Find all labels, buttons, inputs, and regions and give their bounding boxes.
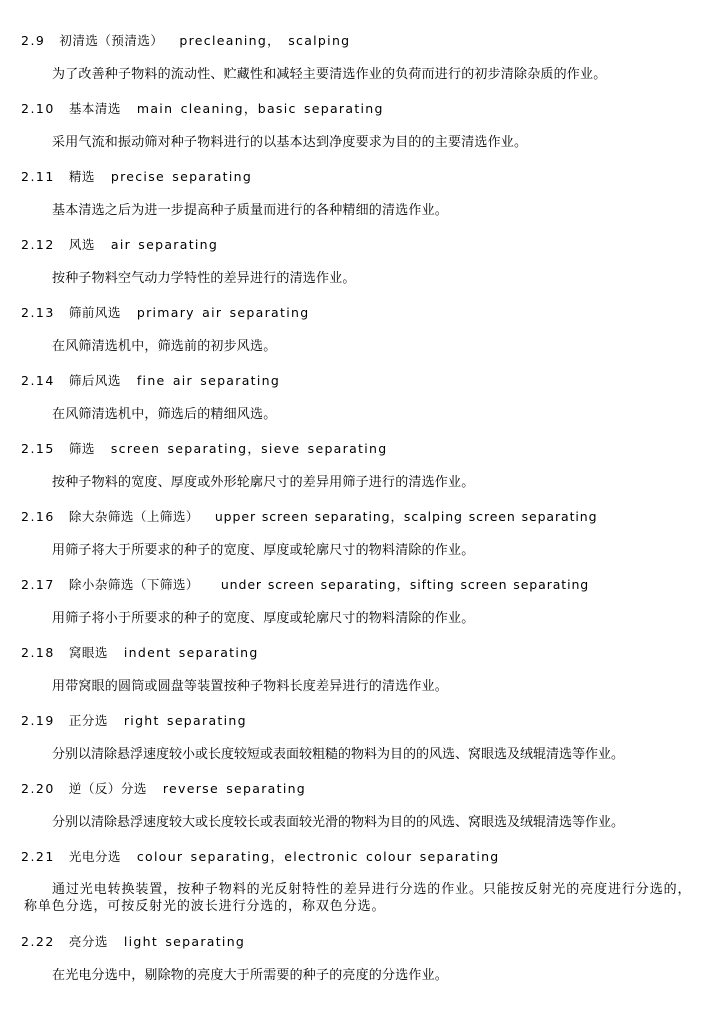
term-english: under screen separating，sifting screen separating — [220, 577, 590, 592]
term-heading — [21, 441, 387, 457]
term-number: 2.18 — [21, 645, 55, 660]
term-chinese: 亮分选 — [68, 934, 108, 949]
term-heading — [21, 577, 589, 593]
term-number: 2.9 — [21, 33, 46, 48]
term-heading — [21, 849, 500, 865]
term-english: colour separating，electronic colour separating — [136, 849, 500, 864]
term-definition: 在风筛清选机中，筛选后的精细风选。 — [52, 407, 277, 422]
term-definition: 采用气流和振动筛对种子物料进行的以基本达到净度要求为目的的主要清选作业。 — [52, 135, 528, 150]
term-heading — [21, 373, 280, 389]
term-number: 2.20 — [21, 781, 55, 796]
term-heading — [21, 509, 597, 525]
term-heading — [21, 645, 259, 661]
term-english: right separating — [123, 713, 247, 728]
term-english: precise separating — [110, 169, 253, 184]
term-definition: 用带窝眼的圆筒或圆盘等装置按种子物料长度差异进行的清选作业。 — [52, 679, 449, 694]
term-definition: 为了改善种子物料的流动性、贮藏性和减轻主要清选作业的负荷而进行的初步清除杂质的作业。 — [52, 67, 607, 82]
term-number: 2.16 — [21, 509, 55, 524]
term-chinese: 除小杂筛选（下筛选） — [68, 577, 199, 592]
term-heading — [21, 33, 350, 49]
term-english: air separating — [110, 237, 219, 252]
term-number: 2.13 — [21, 305, 55, 320]
term-chinese: 精选 — [68, 169, 95, 184]
term-chinese: 正分选 — [68, 713, 108, 728]
term-heading — [21, 305, 309, 321]
term-definition: 分别以清除悬浮速度较大或长度较长或表面较光滑的物料为目的的风选、窝眼选及绒辊清选等作业。 — [52, 815, 625, 830]
term-chinese: 筛后风选 — [68, 373, 121, 388]
term-number: 2.19 — [21, 713, 55, 728]
term-chinese: 逆（反）分选 — [68, 781, 147, 796]
term-definition: 按种子物料空气动力学特性的差异进行的清选作业。 — [52, 271, 356, 286]
term-chinese: 风选 — [68, 237, 95, 252]
term-number: 2.10 — [21, 101, 55, 116]
term-chinese: 光电分选 — [68, 849, 121, 864]
term-number: 2.12 — [21, 237, 55, 252]
term-english: reverse separating — [162, 781, 307, 796]
term-definition: 按种子物料的宽度、厚度或外形轮廓尺寸的差异用筛子进行的清选作业。 — [52, 475, 475, 490]
term-english: precleaning， scalping — [179, 33, 351, 48]
term-chinese: 初清选（预清选） — [59, 33, 164, 48]
term-number: 2.11 — [21, 169, 55, 184]
term-definition: 用筛子将小于所要求的种子的宽度、厚度或轮廓尺寸的物料清除的作业。 — [52, 611, 475, 626]
term-english: indent separating — [123, 645, 259, 660]
term-definition: 通过光电转换装置，按种子物料的光反射特性的差异进行分选的作业。只能按反射光的亮度进行分选的，称单色分选，可按反射光的波长进行分选的，称双色分选。 — [24, 882, 692, 914]
term-chinese: 除大杂筛选（上筛选） — [68, 509, 199, 524]
term-chinese: 筛前风选 — [68, 305, 121, 320]
term-english: primary air separating — [136, 305, 310, 320]
term-definition: 在风筛清选机中，筛选前的初步风选。 — [52, 339, 277, 354]
term-heading — [21, 713, 247, 729]
term-english: fine air separating — [136, 373, 281, 388]
term-number: 2.17 — [21, 577, 55, 592]
term-english: screen separating，sieve separating — [110, 441, 388, 456]
term-number: 2.14 — [21, 373, 55, 388]
term-chinese: 基本清选 — [68, 101, 121, 116]
term-chinese: 筛选 — [68, 441, 95, 456]
term-definition: 用筛子将大于所要求的种子的宽度、厚度或轮廓尺寸的物料清除的作业。 — [52, 543, 475, 558]
term-english: light separating — [123, 934, 246, 949]
term-definition: 在光电分选中，剔除物的亮度大于所需要的种子的亮度的分选作业。 — [52, 968, 449, 983]
term-number: 2.21 — [21, 849, 55, 864]
term-number: 2.22 — [21, 934, 55, 949]
term-heading — [21, 934, 245, 950]
term-english: upper screen separating，scalping screen separating — [214, 509, 598, 524]
term-heading — [21, 169, 252, 185]
term-heading — [21, 781, 306, 797]
term-definition: 基本清选之后为进一步提高种子质量而进行的各种精细的清选作业。 — [52, 203, 449, 218]
term-heading — [21, 237, 218, 253]
term-english: main cleaning，basic separating — [136, 101, 384, 116]
term-heading — [21, 101, 384, 117]
term-definition: 分别以清除悬浮速度较小或长度较短或表面较粗糙的物料为目的的风选、窝眼选及绒辊清选等作业。 — [52, 747, 625, 762]
term-number: 2.15 — [21, 441, 55, 456]
term-chinese: 窝眼选 — [68, 645, 108, 660]
